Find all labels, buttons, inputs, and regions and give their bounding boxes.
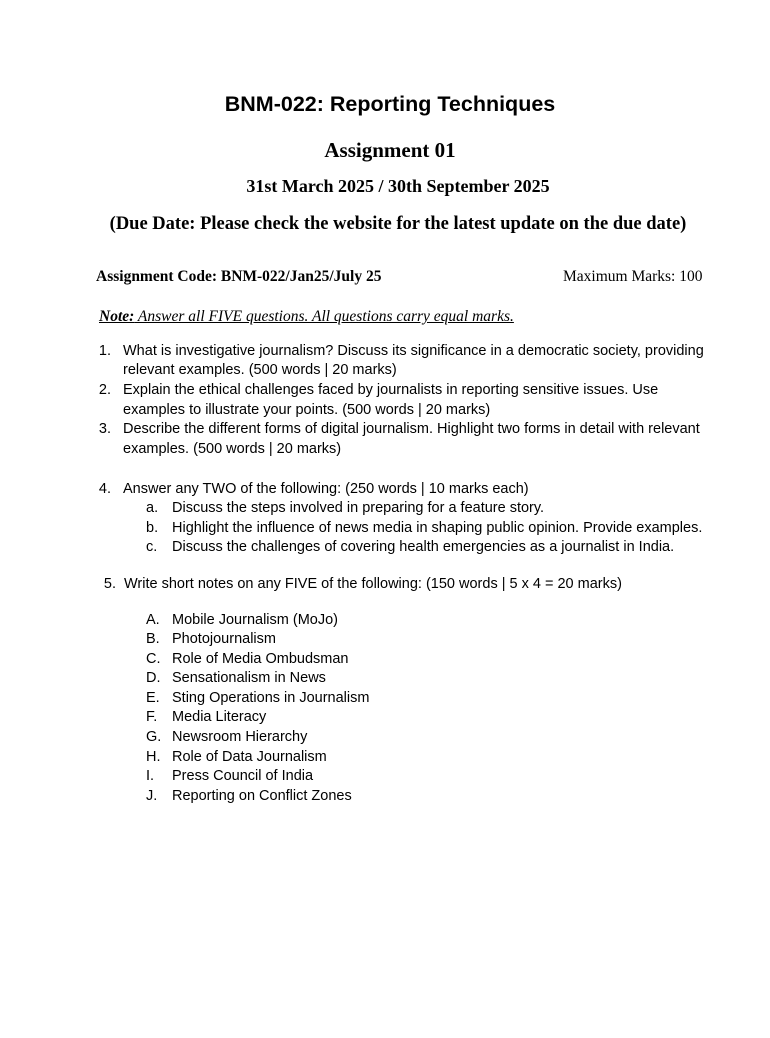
option-text: Mobile Journalism (MoJo) [172,612,338,628]
question-text: Answer any TWO of the following: (250 words | 10 marks each) [123,481,529,497]
option-label: A. [146,612,160,628]
option-text: Sting Operations in Journalism [172,690,370,706]
option-text: Discuss the steps involved in preparing for a feature story. [172,500,545,516]
option-text: Discuss the challenges of covering health emergencies as a journalist in India. [172,539,675,555]
assignment-code: Assignment Code: BNM-022/Jan25/July 25 [96,268,382,285]
session-dates: 31st March 2025 / 30th September 2025 [246,176,550,196]
option-label: D. [146,670,161,686]
option-text: Photojournalism [172,631,276,647]
question-text: examples to illustrate your points. (500 words | 20 marks) [123,402,491,418]
option-label: E. [146,690,160,706]
question-number: 1. [98,343,111,359]
note-text: Answer all FIVE questions. All questions carry equal marks. [134,308,514,325]
instructions-note [99,308,514,326]
question-number: 4. [98,481,111,497]
option-text: Role of Media Ombudsman [172,651,349,667]
option-label: G. [146,729,162,745]
option-text: Newsroom Hierarchy [172,729,308,745]
option-label: C. [146,651,161,667]
option-label: c. [146,539,158,555]
option-label: J. [146,788,158,804]
maximum-marks: Maximum Marks: 100 [563,268,703,285]
option-text: Press Council of India [172,768,314,784]
option-text: Highlight the influence of news media in shaping public opinion. Provide examples. [172,520,703,536]
option-text: Role of Data Journalism [172,749,327,765]
option-label: F. [146,709,158,725]
course-title: BNM-022: Reporting Techniques [224,92,556,116]
assignment-number: Assignment 01 [324,138,456,162]
note-label: Note: [99,308,135,325]
question-text: Explain the ethical challenges faced by journalists in reporting sensitive issues. Use [123,382,659,398]
option-label: I. [146,768,155,784]
question-text: Describe the different forms of digital journalism. Highlight two forms in detail with relevant [123,421,700,437]
option-label: H. [146,749,161,765]
question-text: relevant examples. (500 words | 20 marks) [123,362,397,378]
question-text: What is investigative journalism? Discuss its significance in a democratic society, providing [123,343,704,359]
question-number: 2. [98,382,111,398]
question-text: Write short notes on any FIVE of the following: (150 words | 5 x 4 = 20 marks) [124,576,622,592]
due-date-note: (Due Date: Please check the website for the latest update on the due date) [109,214,687,234]
option-text: Reporting on Conflict Zones [172,788,352,804]
option-label: B. [146,631,160,647]
question-text: examples. (500 words | 20 marks) [123,441,342,457]
option-label: b. [146,520,159,536]
option-text: Media Literacy [172,709,267,725]
option-text: Sensationalism in News [172,670,326,686]
question-number: 3. [98,421,111,437]
question-number: 5. [103,576,116,592]
option-label: a. [146,500,159,516]
